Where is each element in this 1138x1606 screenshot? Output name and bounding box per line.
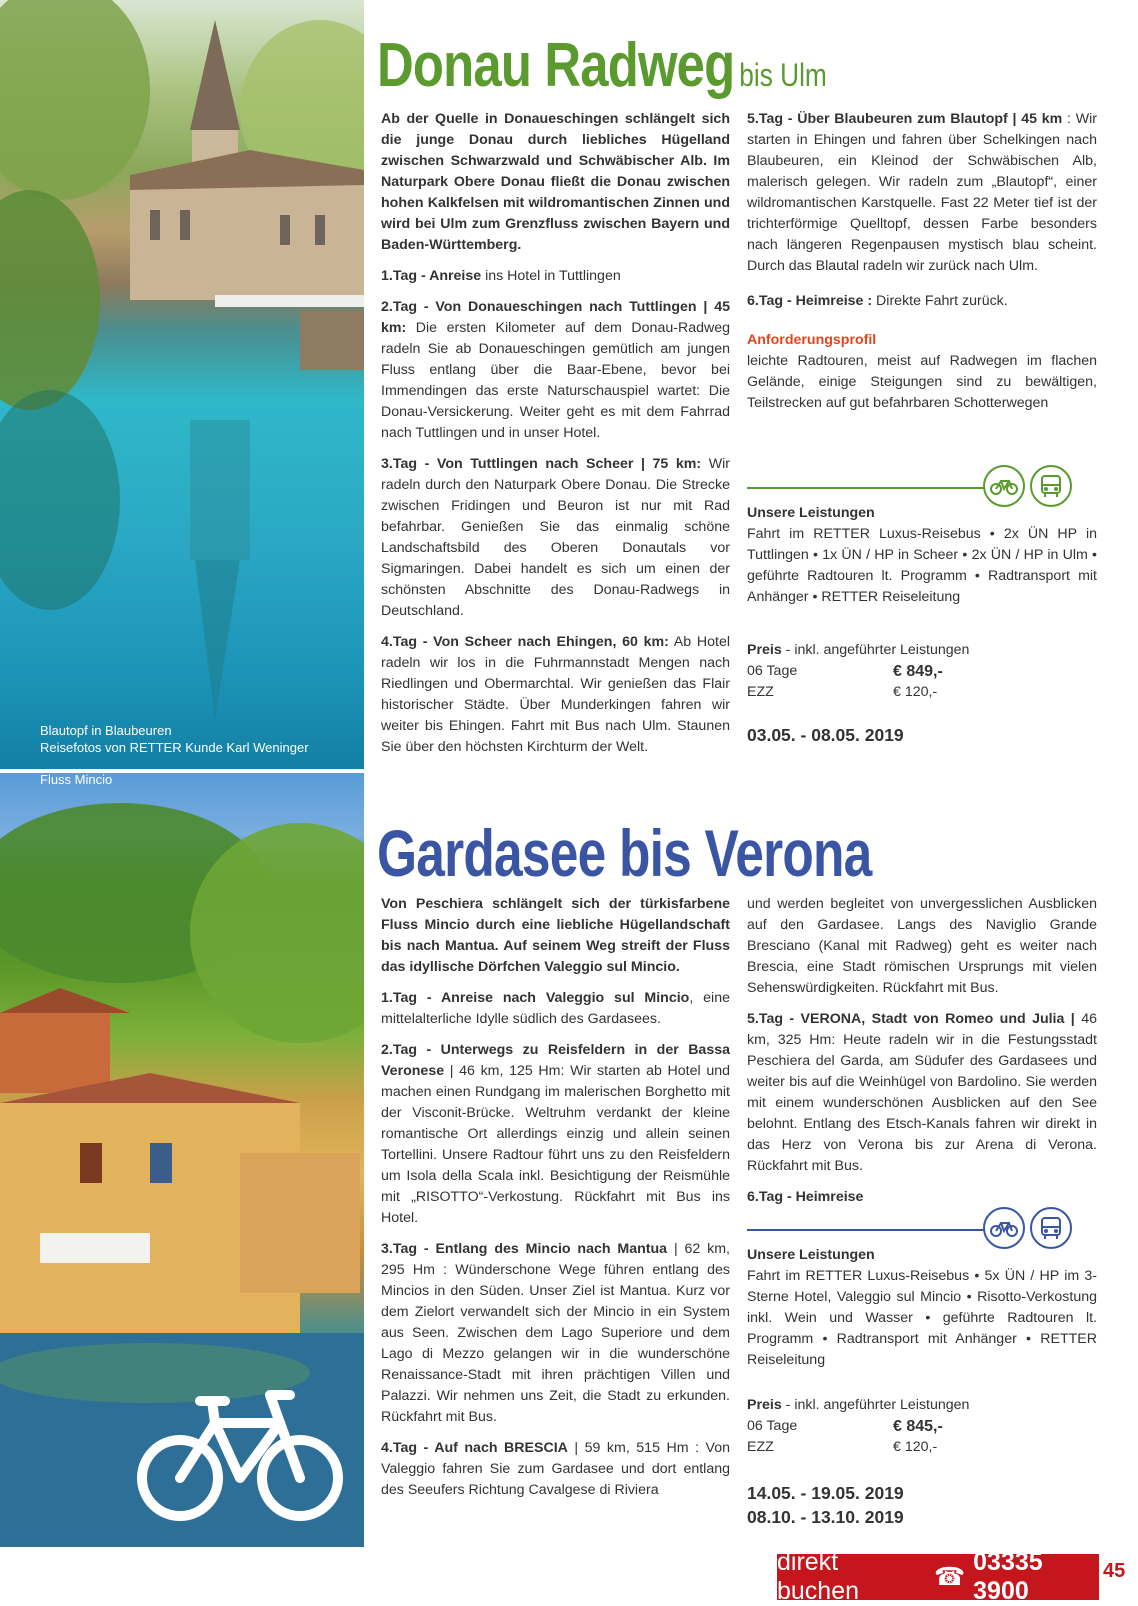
day4-paragraph: 4.Tag - Von Scheer nach Ehingen, 60 km: Ab Hotel radeln wir los in die Fuhrmannstadt Mengen nach Riedlingen und Obermarchtal. Wir genießen das Flair historischer Städte. Über Munderkingen fahren wir weiter bis Ehingen. Fahrt mit Bus nach Ulm. Staunen Sie über den höchsten Kirchturm der Welt.: [381, 634, 730, 755]
phone-icon: ☎: [934, 1563, 966, 1591]
day2-paragraph-2: 2.Tag - Unterwegs zu Reisfeldern in der Bassa Veronese | 46 km, 125 Hm: Wir starten ab Hotel und machen einen Rundgang im malerischen Borghetto mit der Visconit-Brücke. Weltruhm verdankt der kleine romantische Ort allerdings einzig und allein seinen Tortellini. Unsere Radtour führt uns zu den Reisfeldern um Isola della Scala inkl. Besichtigung der Reismühle mit „RISOTTO“-Verkostung. Rückfahrt mit Bus ins Hotel.: [381, 1042, 730, 1226]
caption-line-1: Blautopf in Blaubeuren: [40, 723, 172, 738]
day6-paragraph-2: 6.Tag - Heimreise: [747, 1189, 864, 1205]
section1-date: 03.05. - 08.05. 2019: [747, 725, 904, 745]
price-value-2: € 845,-: [893, 1418, 943, 1435]
page-number: 45: [1103, 1560, 1126, 1582]
day5-paragraph-2: 5.Tag - VERONA, Stadt von Romeo und Julia | 46 km, 325 Hm: Heute radeln wir in die Festungsstadt Peschiera del Garda, am Südufer des Gardasees und weiter bis auf die Weinhügel von Bardolino. Sie werden mit einem wunderschönen Ausblicken auf den See belohnt. Entlang des Etsch-Kanals fahren wir direkt in das Herz von Verona bis zur Arena di Verona. Rückfahrt mit Bus.: [747, 1011, 1097, 1174]
day4-paragraph-2: 4.Tag - Auf nach BRESCIA | 59 km, 515 Hm : Von Valeggio fahren Sie zum Gardasee und dort entlang des Seeufers Richtung Cavalgese di Riviera: [381, 1440, 730, 1498]
section1-col-right: [747, 109, 1097, 424]
photo-caption-2: [40, 773, 112, 788]
requirements-heading: Anforderungsprofil: [747, 332, 877, 348]
section2-title: Gardasee bis Verona: [377, 816, 872, 890]
divider-line-2: [747, 1229, 987, 1231]
day2-paragraph: 2.Tag - Von Donaueschingen nach Tuttlingen | 45 km: Die ersten Kilometer auf dem Donau-Radweg radeln Sie ab Donaueschingen gemütlich am jungen Fluss entlang über die Baar-Ebene, bevor bei Immendingen das erste Naturschauspiel wartet: Die Donau-Versickerung. Weiter geht es mit dem Fahrrad nach Tuttlingen und in unser Hotel.: [381, 299, 730, 441]
ezz-value: € 120,-: [893, 684, 938, 700]
day1-paragraph-2: 1.Tag - Anreise nach Valeggio sul Mincio, eine mittelalterliche Idylle südlich des Gardasees.: [381, 990, 730, 1027]
bus-icon: [1030, 465, 1072, 507]
divider-line: [747, 487, 987, 489]
section2-col-left: [381, 894, 730, 1511]
section2-date-2: 08.10. - 13.10. 2019: [747, 1507, 904, 1527]
photo-mincio: [0, 773, 364, 1547]
requirements-text: leichte Radtouren, meist auf Radwegen im flachen Gelände, einige Steigungen sind zu bewältigen, Teilstrecken auf gut befahrbaren Schotterwegen: [747, 353, 1097, 411]
day3-paragraph-2: 3.Tag - Entlang des Mincio nach Mantua | 62 km, 295 Hm : Wünderschone Wege führen entlang des Mincios in den Süden. Unser Ziel ist Mantua. Kurz vor dem Zielort verwandelt sich der Mincio in ein System aus Seen. Zwischen dem Lago Superiore und dem Lago di Mezzo gelangen wir in die wunderschöne Renaissance-Stadt mit ihren prächtigen Villen und Palazzi. Wir nehmen uns Zeit, die Stadt zu erkunden. Rückfahrt mit Bus.: [381, 1241, 730, 1425]
bus-icon: [1030, 1207, 1072, 1249]
section1-price: Preis - inkl. angeführter Leistungen 06 Tage € 849,- EZZ € 120,-: [747, 640, 1097, 703]
section2-col-right: [747, 894, 1097, 1218]
bike-icon: [983, 1207, 1025, 1249]
section2-date-1: 14.05. - 19.05. 2019: [747, 1483, 904, 1503]
section2-dates: [747, 1481, 904, 1529]
bike-icon: [983, 465, 1025, 507]
section1-col-left: [381, 109, 730, 768]
caption-mincio: Fluss Mincio: [40, 773, 113, 787]
day4-continued: und werden begleitet von unvergesslichen Ausblicken auf den Gardasee. Langs des Naviglio Grande Bresciano (Kanal mit Radweg) geht es weiter nach Brescia, eine Stadt römischen Ursprungs mit vielen Sehenswürdigkeiten. Rückfahrt mit Bus.: [747, 896, 1097, 996]
section1-title: [377, 30, 827, 101]
intro-paragraph: Ab der Quelle in Donaueschingen schlängelt sich die junge Donau durch liebliches Hügelland zwischen Schwarzwald und Schwäbischer Alb. Im Naturpark Obere Donau fließt die Donau zwischen hohen Kalkfelsen mit wildromantischen Zinnen und wird bei Ulm zum Grenzfluss zwischen Bayern und Baden-Württemberg.: [381, 111, 730, 253]
phone-number[interactable]: 03335 3900: [973, 1548, 1043, 1605]
services-heading-2: Unsere Leistungen: [747, 1247, 875, 1263]
booking-bar[interactable]: [777, 1548, 1099, 1605]
church-illustration: [0, 0, 364, 769]
title-sub: bis Ulm: [739, 57, 827, 93]
requirements: [747, 330, 1097, 414]
day3-paragraph: 3.Tag - Von Tuttlingen nach Scheer | 75 km: Wir radeln durch den Naturpark Obere Donau. Die Strecke zwischen Fridingen und Beuron ist nur mit Rad befahrbar. Genießen Sie das einmalig schöne Landschaftsbild des Oberen Donautals vor Sigmaringen. Dabei handelt es sich um einen der schönsten Abschnitte des Donau-Radwegs in Deutschland.: [381, 456, 731, 619]
day6-paragraph: 6.Tag - Heimreise : Direkte Fahrt zurück.: [747, 293, 1008, 309]
day5-paragraph: 5.Tag - Über Blaubeuren zum Blautopf | 45 km : Wir starten in Ehingen und fahren über Schelkingen nach Blaubeuren, ein Kleinod der Schwäbischen Alb, malerisch gelegen. Wir radeln zum „Blautopf“, einer wildromantischen Karstquelle. Fast 22 Meter tief ist der trichterförmige Quelltopf, dessen Farbe besonders nach längeren Regenpausen mystisch blau scheint. Durch das Blautal radeln wir zurück nach Ulm.: [747, 111, 1097, 274]
section1-services: [747, 503, 1097, 608]
services-text: Fahrt im RETTER Luxus-Reisebus • 2x ÜN HP in Tuttlingen • 1x ÜN / HP in Scheer • 2x ÜN / HP in Ulm • geführte Radtouren lt. Programm • Radtransport mit Anhänger • RETTER Reiseleitung: [747, 526, 1097, 605]
price-value: € 849,-: [893, 663, 943, 680]
photo-blautopf: [0, 0, 364, 769]
day1-paragraph: 1.Tag - Anreise ins Hotel in Tuttlingen: [381, 268, 621, 284]
photo-caption-1: [40, 722, 309, 756]
booking-label: direkt buchen: [777, 1548, 860, 1605]
section2-services: [747, 1245, 1097, 1371]
bicycle-icon: [130, 1383, 350, 1523]
services-text-2: Fahrt im RETTER Luxus-Reisebus • 5x ÜN / HP im 3-Sterne Hotel, Valeggio sul Mincio • Risotto-Verkostung inkl. Wein und Wasser • geführte Radtouren lt. Programm • Radtransport mit Anhänger • RETTER Reiseleitung: [747, 1268, 1097, 1368]
section2-price: Preis - inkl. angeführter Leistungen 06 Tage € 845,- EZZ € 120,-: [747, 1395, 1097, 1458]
title-main: Donau Radweg: [377, 31, 735, 100]
intro-paragraph-2: Von Peschiera schlängelt sich der türkisfarbene Fluss Mincio durch eine liebliche Hügellandschaft bis nach Mantua. Auf seinem Weg streift der Fluss das idyllische Dörfchen Valeggio sul Mincio.: [381, 896, 730, 975]
caption-line-2: Reisefotos von RETTER Kunde Karl Weninger: [40, 740, 309, 755]
services-heading: Unsere Leistungen: [747, 505, 875, 521]
ezz-value-2: € 120,-: [893, 1439, 938, 1455]
